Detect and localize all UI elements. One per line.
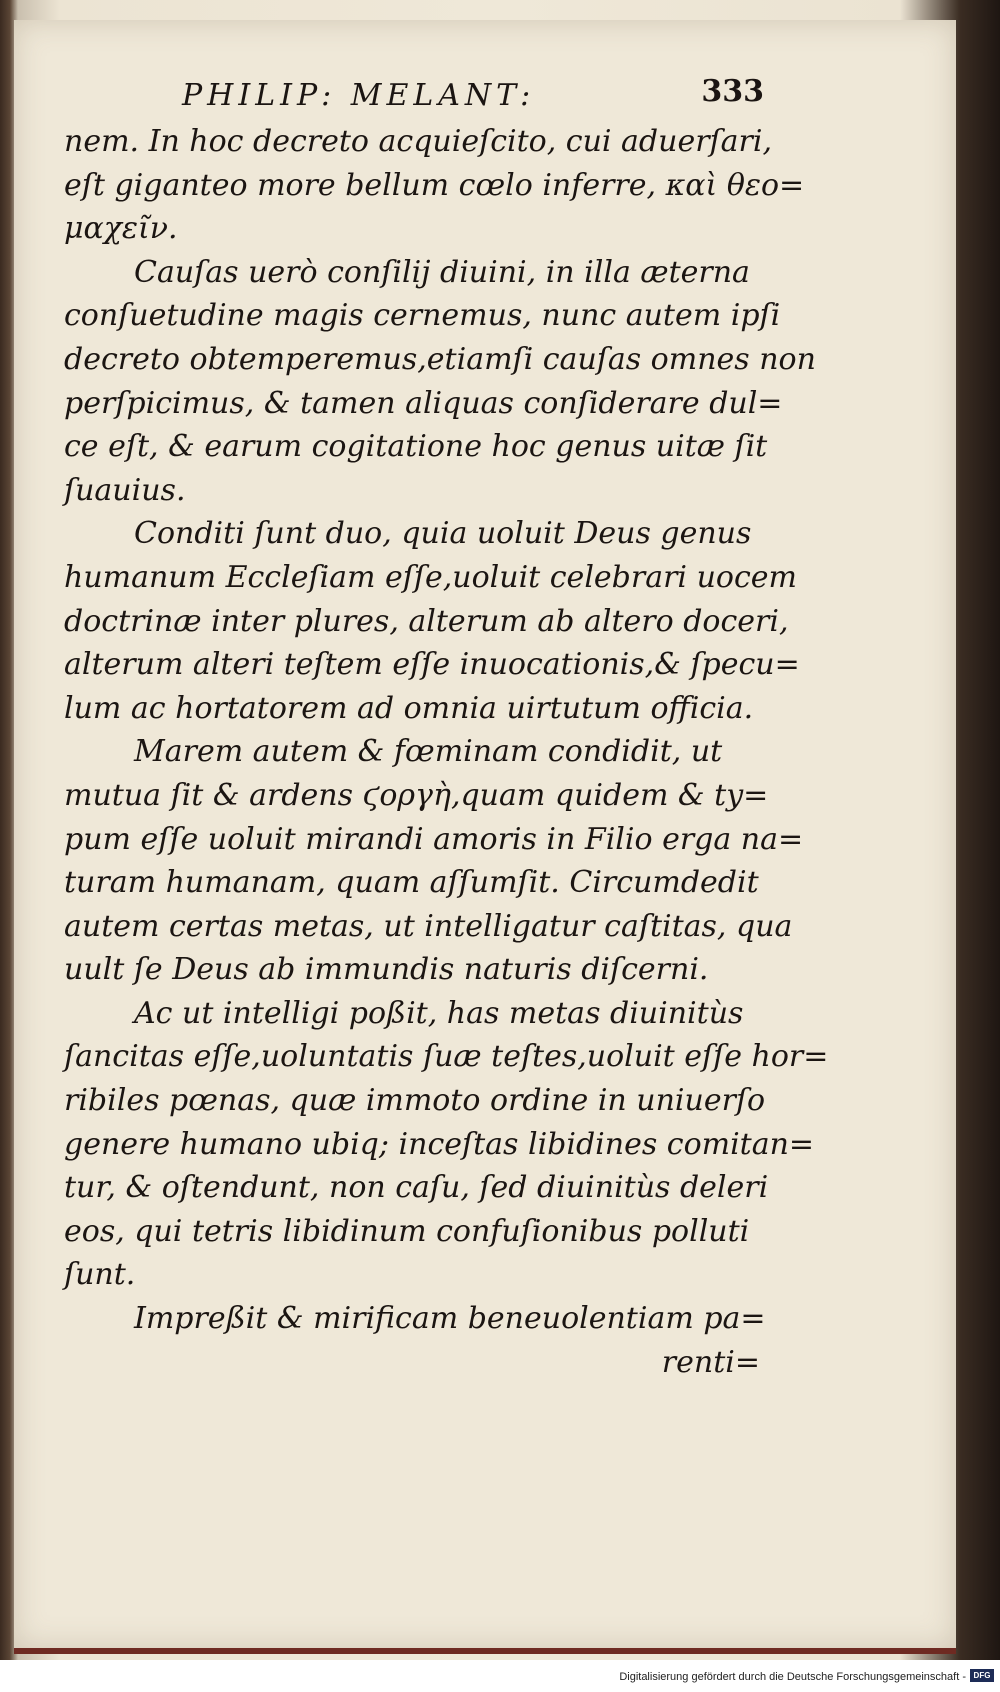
text-line: uult ſe Deus ab immundis naturis diſcerni. [64,952,709,988]
paragraph-start-line: Cauſas uerò conſilij diuini, in illa æterna [134,254,750,290]
text-line: decreto obtemperemus,etiamſi cauſas omnes non [64,341,816,377]
text-line: doctrinæ inter plures, alterum ab altero doceri, [64,603,789,639]
text-line: nem. In hoc decreto acquieſcito, cui aduerſari, [64,124,773,159]
paragraph-start-line: Conditi ſunt duo, quia uoluit Deus genus [134,516,752,552]
text-line: humanum Eccleſiam eſſe,uoluit celebrari uocem [64,559,797,595]
book-page [14,20,956,1654]
text-line: conſuetudine magis cernemus, nunc autem ipſi [64,298,781,334]
text-line: lum ac hortatorem ad omnia uirtutum officia. [64,690,754,726]
paragraph-start-line: Impreßit & mirificam beneuolentiam pa= [134,1301,766,1337]
running-head: PHILIP: MELANT: [182,78,536,113]
text-line: ribiles pœnas, quæ immoto ordine in uniuerſo [64,1083,766,1119]
text-line: ce eſt, & earum cogitatione hoc genus uitæ ſit [64,429,768,465]
text-line: perſpicimus, & tamen aliquas conſiderare dul= [64,385,783,421]
text-line: ſancitas eſſe,uoluntatis ſuæ teſtes,uoluit eſſe hor= [64,1039,829,1075]
text-line: eos, qui tetris libidinum confuſionibus polluti [64,1213,750,1249]
footer-bar [0,1660,1000,1692]
paragraph-start-line: Ac ut intelligi poßit, has metas diuinitùs [134,995,744,1031]
text-line: autem certas metas, ut intelligatur caſtitas, qua [64,908,793,944]
page-number: 333 [701,74,764,109]
text-line: mutua ſit & ardens ϛοργὴ,quam quidem & ty= [64,777,769,813]
catchword: renti= [661,1344,760,1380]
text-line: pum eſſe uoluit mirandi amoris in Filio erga na= [64,821,804,857]
text-line: genere humano ubiq; inceſtas libidines comitan= [64,1126,815,1162]
text-line: tur, & oſtendunt, non caſu, ſed diuinitùs deleri [64,1170,769,1206]
page-header [64,72,764,120]
paragraph-start-line: Marem autem & fœminam condidit, ut [134,734,723,770]
text-line: turam humanam, quam aſſumſit. Circumdedit [64,865,759,901]
text-block [64,72,829,1384]
text-line: ſuauius. [64,472,186,508]
dfg-logo: DFG [970,1669,994,1682]
text-line: alterum alteri teſtem eſſe inuocationis,& ſpecu= [64,647,800,683]
text-line: μαχεῖν. [64,211,178,247]
text-line: ſunt. [64,1257,136,1293]
funding-credit: Digitalisierung gefördert durch die Deutsche Forschungsgemeinschaft - [619,1671,966,1683]
text-line: eſt giganteo more bellum cœlo inferre, καὶ θεο= [64,167,805,203]
